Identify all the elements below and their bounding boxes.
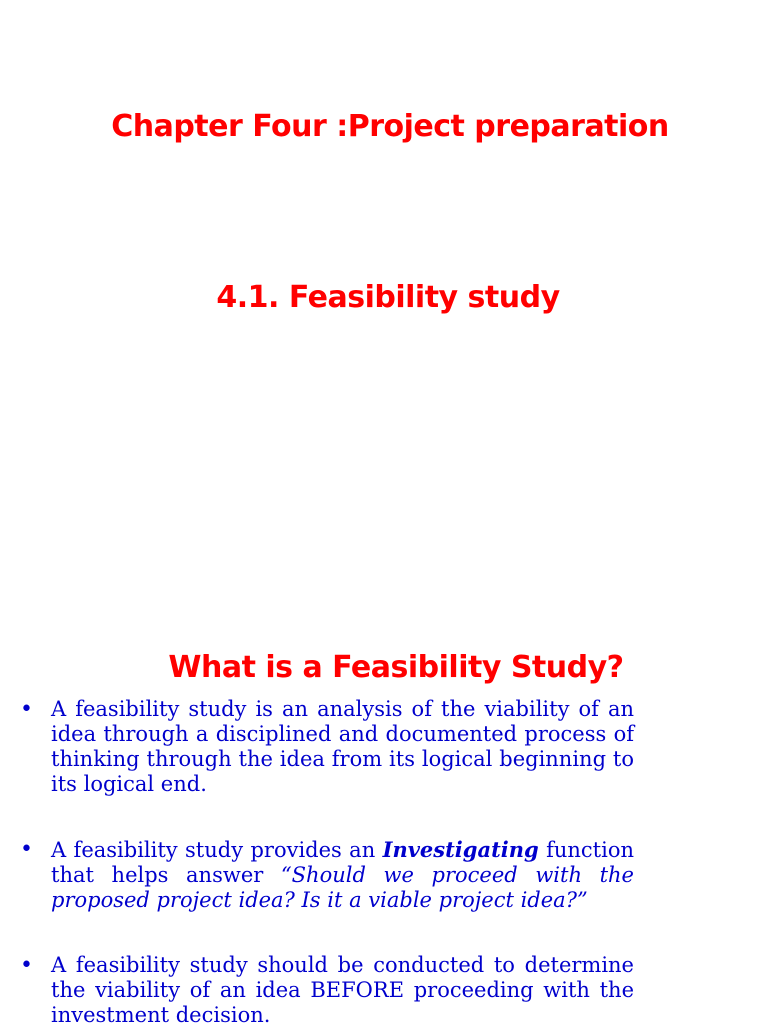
bullet-item-timing [20,953,634,1028]
bullet-dot-icon: • [20,837,33,862]
chapter-title: Chapter Four :Project preparation [111,109,669,144]
bullet-item-investigating [20,837,634,913]
bullet-item-definition [20,697,634,797]
bullet-text-middle: function that helps answer [51,838,634,887]
bullet-emphasis: Investigating [382,837,539,862]
bullet-dot-icon: • [20,953,33,978]
bullet-quote: “Should we proceed with the proposed project idea? Is it a viable project idea?” [51,863,634,912]
bullet-list [20,697,634,1028]
section-title: 4.1. Feasibility study [216,280,560,315]
bullet-text: A feasibility study is an analysis of the viability of an idea through a disciplined and documented process of thinking through the idea from its logical beginning to its logical end. [51,697,634,796]
slide-title: What is a Feasibility Study? [168,650,624,685]
bullet-text: A feasibility study should be conducted to determine the viability of an idea BEFORE proceeding with the investment decision. [51,953,634,1027]
bullet-dot-icon: • [20,697,33,722]
bullet-text-lead: A feasibility study provides an [51,838,383,862]
